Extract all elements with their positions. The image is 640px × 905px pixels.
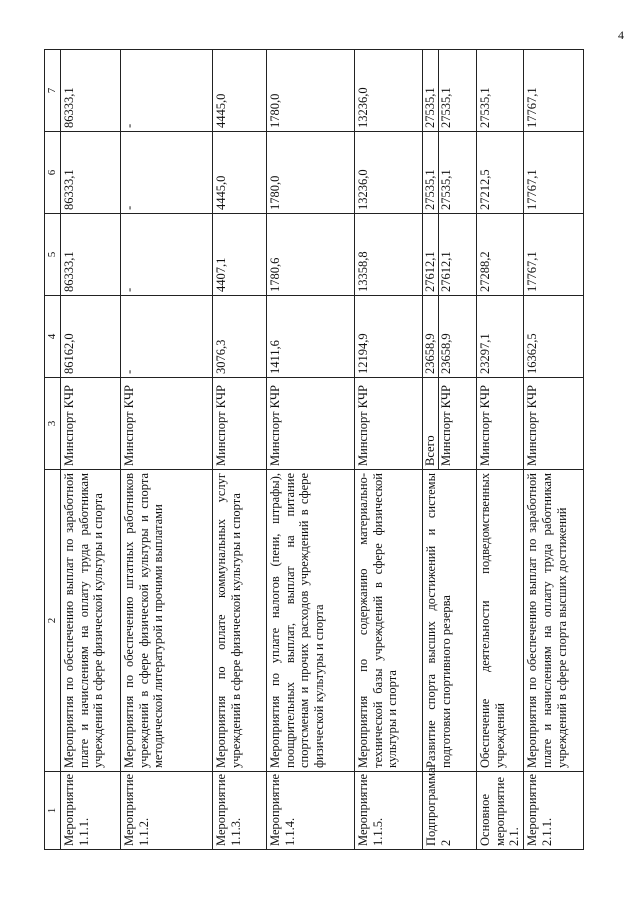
row-value: 86162,0: [60, 296, 120, 378]
col-header: 1: [45, 772, 61, 850]
row-id: Мероприятие 1.1.5.: [354, 772, 422, 850]
row-executor: Минспорт КЧР: [120, 378, 212, 470]
row-description: Мероприятия по содержанию материально-технической базы учреждений в сфере физической культуры и спорта: [354, 470, 422, 772]
total-label: Всего: [422, 435, 437, 466]
row-description: Мероприятия по обеспечению выплат по заработной плате и начислениям на оплату труда работникам учреждений в сфере спорта высших достижений: [524, 470, 584, 772]
row-description: Мероприятия по обеспечению штатных работников учреждений в сфере физической культуры и спорта методической литературой и прочими выплатами: [120, 470, 212, 772]
budget-table: [44, 49, 584, 850]
row-executor: Минспорт КЧР: [266, 378, 354, 470]
row-description: Обеспечение деятельности подведомственных учреждений: [476, 470, 523, 772]
table-row: [60, 50, 120, 850]
row-value: 17767,1: [524, 132, 584, 214]
col-header: 6: [45, 132, 61, 214]
executor-value: 27535,1: [438, 50, 454, 131]
row-value: 13236,0: [354, 132, 422, 214]
row-id: Мероприятие 1.1.4.: [266, 772, 354, 850]
row-value: 23297,1: [476, 296, 523, 378]
row-executor: Минспорт КЧР: [524, 378, 584, 470]
subprogram-description: Развитие спорта высших достижений и системы подготовки спортивного резерва: [422, 470, 476, 772]
row-id: Мероприятие 2.1.1.: [524, 772, 584, 850]
row-value: 27212,5: [476, 132, 523, 214]
page-number: 4: [618, 28, 624, 42]
row-id: Мероприятие 1.1.3.: [212, 772, 266, 850]
row-value: 1780,0: [266, 132, 354, 214]
row-value: 86333,1: [60, 50, 120, 132]
subprogram-id: Подпрограмма 2: [422, 772, 476, 850]
table-row: [266, 50, 354, 850]
row-value: 13236,0: [354, 50, 422, 132]
row-value: -: [120, 214, 212, 296]
row-value: 17767,1: [524, 50, 584, 132]
row-value: 16362,5: [524, 296, 584, 378]
row-value: 86333,1: [60, 132, 120, 214]
col-header: 2: [45, 470, 61, 772]
table-row: [120, 50, 212, 850]
row-id: Мероприятие 1.1.1.: [60, 772, 120, 850]
subprogram-row: [422, 50, 476, 850]
executor-label: Минспорт КЧР: [438, 378, 454, 469]
row-value: -: [120, 296, 212, 378]
row-value: 17767,1: [524, 214, 584, 296]
row-id: Основное мероприятие 2.1.: [476, 772, 523, 850]
row-value: -: [120, 132, 212, 214]
row-value: 1411,6: [266, 296, 354, 378]
row-value: 4445,0: [212, 50, 266, 132]
col-header: 7: [45, 50, 61, 132]
row-value: 1780,0: [266, 50, 354, 132]
row-value: 13358,8: [354, 214, 422, 296]
row-description: Мероприятия по обеспечению выплат по заработной плате и начислениям на оплату труда работникам учреждений в сфере физической культуры и спорта: [60, 470, 120, 772]
budget-table-rotated: [44, 50, 569, 850]
row-value: 4445,0: [212, 132, 266, 214]
total-value: 23658,9: [422, 333, 437, 374]
row-executor: Минспорт КЧР: [212, 378, 266, 470]
row-id: Мероприятие 1.1.2.: [120, 772, 212, 850]
executor-value: 23658,9: [438, 296, 454, 377]
row-value: 4407,1: [212, 214, 266, 296]
row-value: 27288,2: [476, 214, 523, 296]
table-row: [354, 50, 422, 850]
table-row: [212, 50, 266, 850]
row-description: Мероприятия по оплате коммунальных услуг учреждений в сфере физической культуры и спорта: [212, 470, 266, 772]
col-header: 3: [45, 378, 61, 470]
total-value: 27535,1: [422, 87, 437, 128]
col-header: 5: [45, 214, 61, 296]
row-description: Мероприятия по уплате налогов (пени, штрафы), поощрительных выплат, выплат на питание спортсменам и прочих расходов учреждений в сфере физической культуры и спорта: [266, 470, 354, 772]
table-row: [476, 50, 523, 850]
total-value: 27612,1: [422, 251, 437, 292]
row-value: 27535,1: [476, 50, 523, 132]
row-value: 1780,6: [266, 214, 354, 296]
row-executor: Минспорт КЧР: [476, 378, 523, 470]
executor-value: 27535,1: [438, 132, 454, 213]
row-value: -: [120, 50, 212, 132]
executor-value: 27612,1: [438, 214, 454, 295]
row-value: 86333,1: [60, 214, 120, 296]
row-value: 12194,9: [354, 296, 422, 378]
row-executor: Минспорт КЧР: [60, 378, 120, 470]
table-row: [524, 50, 584, 850]
row-value: 3076,3: [212, 296, 266, 378]
header-row: [45, 50, 61, 850]
total-value: 27535,1: [422, 169, 437, 210]
row-executor: Минспорт КЧР: [354, 378, 422, 470]
col-header: 4: [45, 296, 61, 378]
